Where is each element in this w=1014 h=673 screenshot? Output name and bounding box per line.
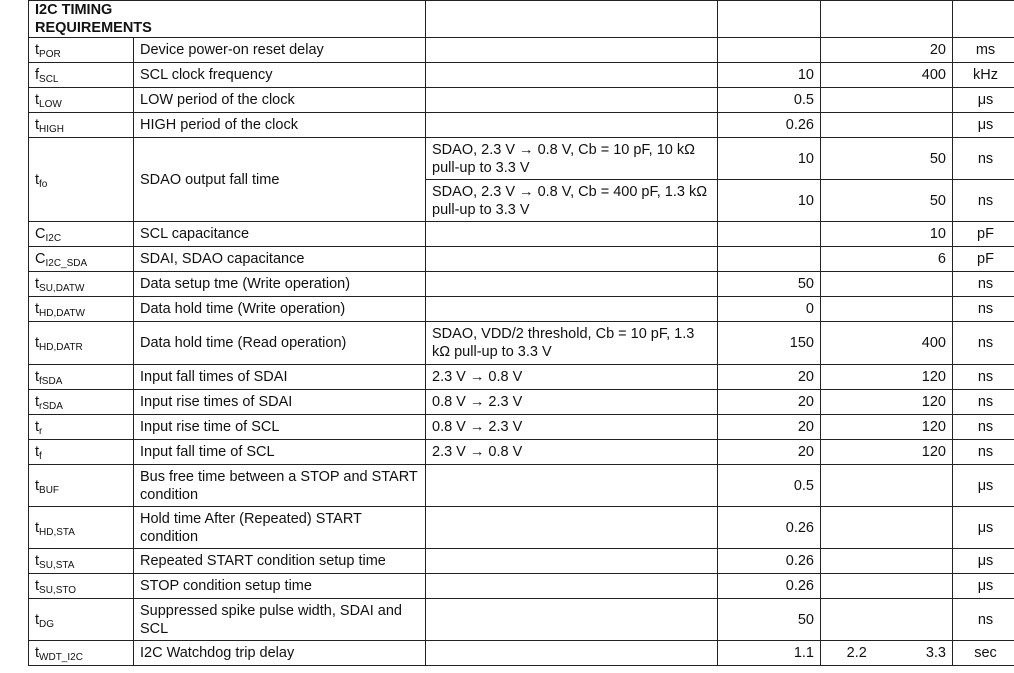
table-title-row [29, 1, 1014, 38]
parameter-cell: Data hold time (Read operation) [134, 322, 426, 365]
condition-cell [426, 297, 718, 322]
table-row [29, 465, 1014, 507]
max-cell: 20 [887, 38, 953, 63]
parameter-cell: Device power-on reset delay [134, 38, 426, 63]
table-row [29, 88, 1014, 113]
min-cell: 0.26 [718, 549, 821, 574]
max-cell [887, 297, 953, 322]
max-cell [887, 549, 953, 574]
symbol-cell: $t_{HD,DATR}$ [29, 322, 134, 365]
condition-cell: SDAO, 2.3 V → 0.8 V, Cb = 400 pF, 1.3 kΩ pull-up to 3.3 V [426, 180, 718, 222]
max-cell [887, 574, 953, 599]
typ-cell [821, 507, 887, 549]
min-cell [718, 247, 821, 272]
condition-cell [426, 549, 718, 574]
min-cell: 20 [718, 415, 821, 440]
typ-cell [821, 549, 887, 574]
unit-cell: ms [953, 38, 1014, 63]
table-row [29, 599, 1014, 641]
typ-cell: 2.2 [821, 641, 887, 666]
table-row [29, 63, 1014, 88]
table-row [29, 247, 1014, 272]
parameter-cell: LOW period of the clock [134, 88, 426, 113]
unit-cell: ns [953, 180, 1014, 222]
symbol-cell: $t_{BUF}$ [29, 465, 134, 507]
typ-cell [821, 297, 887, 322]
unit-cell: μs [953, 113, 1014, 138]
parameter-cell: Bus free time between a STOP and START condition [134, 465, 426, 507]
min-cell: 0.26 [718, 574, 821, 599]
unit-cell: ns [953, 440, 1014, 465]
parameter-cell: Repeated START condition setup time [134, 549, 426, 574]
table-row [29, 38, 1014, 63]
min-cell: 150 [718, 322, 821, 365]
symbol-cell: $t_r$ [29, 415, 134, 440]
max-cell [887, 113, 953, 138]
table-row [29, 641, 1014, 666]
condition-cell: 2.3 V → 0.8 V [426, 365, 718, 390]
condition-cell [426, 272, 718, 297]
condition-cell [426, 641, 718, 666]
max-cell: 120 [887, 365, 953, 390]
typ-cell [821, 63, 887, 88]
unit-cell: μs [953, 507, 1014, 549]
min-cell: 10 [718, 63, 821, 88]
unit-cell: μs [953, 465, 1014, 507]
min-cell: 20 [718, 365, 821, 390]
min-cell [718, 222, 821, 247]
condition-cell [426, 599, 718, 641]
parameter-cell: Data hold time (Write operation) [134, 297, 426, 322]
table-row [29, 549, 1014, 574]
parameter-cell: SCL clock frequency [134, 63, 426, 88]
typ-cell [821, 365, 887, 390]
min-cell: 10 [718, 180, 821, 222]
max-cell [887, 88, 953, 113]
condition-cell [426, 507, 718, 549]
table-row [29, 138, 1014, 180]
typ-cell [821, 180, 887, 222]
symbol-cell: $C_{I2C\_SDA}$ [29, 247, 134, 272]
symbol-cell: $t_{POR}$ [29, 38, 134, 63]
symbol-cell: $t_{LOW}$ [29, 88, 134, 113]
typ-cell [821, 415, 887, 440]
table-row [29, 415, 1014, 440]
unit-cell: pF [953, 247, 1014, 272]
max-cell: 3.3 [887, 641, 953, 666]
unit-cell: μs [953, 88, 1014, 113]
min-cell: 1.1 [718, 641, 821, 666]
min-cell: 0.26 [718, 507, 821, 549]
parameter-cell: Input rise time of SCL [134, 415, 426, 440]
typ-cell [821, 38, 887, 63]
symbol-cell: $t_{rSDA}$ [29, 390, 134, 415]
min-cell: 0.5 [718, 88, 821, 113]
table-row [29, 365, 1014, 390]
unit-cell: ns [953, 365, 1014, 390]
parameter-cell: I2C Watchdog trip delay [134, 641, 426, 666]
max-cell [887, 599, 953, 641]
condition-cell [426, 38, 718, 63]
condition-cell [426, 574, 718, 599]
min-cell: 50 [718, 599, 821, 641]
table-row [29, 322, 1014, 365]
max-cell [887, 507, 953, 549]
unit-cell: ns [953, 138, 1014, 180]
condition-cell [426, 465, 718, 507]
unit-cell: pF [953, 222, 1014, 247]
table-row [29, 440, 1014, 465]
min-cell: 50 [718, 272, 821, 297]
symbol-cell: $t_{WDT\_I2C}$ [29, 641, 134, 666]
max-cell: 400 [887, 322, 953, 365]
typ-cell [821, 574, 887, 599]
table-row [29, 222, 1014, 247]
unit-cell: sec [953, 641, 1014, 666]
typ-cell [821, 390, 887, 415]
unit-cell: ns [953, 599, 1014, 641]
table-row [29, 507, 1014, 549]
symbol-cell: $t_{SU,DATW}$ [29, 272, 134, 297]
symbol-cell: $t_{fSDA}$ [29, 365, 134, 390]
min-cell: 20 [718, 390, 821, 415]
max-cell: 120 [887, 440, 953, 465]
condition-cell [426, 63, 718, 88]
symbol-cell: $C_{I2C}$ [29, 222, 134, 247]
min-cell: 20 [718, 440, 821, 465]
parameter-cell: Input fall times of SDAI [134, 365, 426, 390]
typ-cell [821, 247, 887, 272]
typ-cell [821, 272, 887, 297]
symbol-cell: $t_{HD,DATW}$ [29, 297, 134, 322]
unit-cell: ns [953, 415, 1014, 440]
typ-cell [821, 222, 887, 247]
max-cell: 120 [887, 415, 953, 440]
min-cell: 10 [718, 138, 821, 180]
max-cell [887, 465, 953, 507]
unit-cell: kHz [953, 63, 1014, 88]
i2c-timing-table [28, 0, 1014, 666]
typ-cell [821, 465, 887, 507]
symbol-cell: $t_{DG}$ [29, 599, 134, 641]
min-cell [718, 38, 821, 63]
condition-cell [426, 88, 718, 113]
max-cell: 50 [887, 138, 953, 180]
parameter-cell: Hold time After (Repeated) START condition [134, 507, 426, 549]
symbol-cell: $f_{SCL}$ [29, 63, 134, 88]
condition-cell [426, 113, 718, 138]
symbol-cell: $t_f$ [29, 440, 134, 465]
parameter-cell: Suppressed spike pulse width, SDAI and SCL [134, 599, 426, 641]
symbol-cell: $t_{SU,STA}$ [29, 549, 134, 574]
table-row [29, 272, 1014, 297]
max-cell: 400 [887, 63, 953, 88]
min-cell: 0.26 [718, 113, 821, 138]
condition-cell: SDAO, VDD/2 threshold, Cb = 10 pF, 1.3 kΩ pull-up to 3.3 V [426, 322, 718, 365]
typ-cell [821, 88, 887, 113]
typ-cell [821, 113, 887, 138]
symbol-cell: $t_{HD,STA}$ [29, 507, 134, 549]
condition-cell: SDAO, 2.3 V → 0.8 V, Cb = 10 pF, 10 kΩ pull-up to 3.3 V [426, 138, 718, 180]
parameter-cell: Input rise times of SDAI [134, 390, 426, 415]
max-cell: 120 [887, 390, 953, 415]
symbol-cell: $t_{fo}$ [29, 138, 134, 222]
parameter-cell: Input fall time of SCL [134, 440, 426, 465]
table-row [29, 113, 1014, 138]
typ-cell [821, 440, 887, 465]
condition-cell: 0.8 V → 2.3 V [426, 390, 718, 415]
table-row [29, 297, 1014, 322]
table-row [29, 390, 1014, 415]
unit-cell: ns [953, 272, 1014, 297]
max-cell: 6 [887, 247, 953, 272]
parameter-cell: SDAO output fall time [134, 138, 426, 222]
table-title: I2C TIMING REQUIREMENTS [29, 1, 134, 38]
max-cell: 10 [887, 222, 953, 247]
symbol-cell: $t_{HIGH}$ [29, 113, 134, 138]
condition-cell: 0.8 V → 2.3 V [426, 415, 718, 440]
condition-cell [426, 222, 718, 247]
parameter-cell: Data setup tme (Write operation) [134, 272, 426, 297]
table-row [29, 574, 1014, 599]
parameter-cell: SCL capacitance [134, 222, 426, 247]
unit-cell: ns [953, 390, 1014, 415]
typ-cell [821, 138, 887, 180]
unit-cell: μs [953, 574, 1014, 599]
unit-cell: ns [953, 322, 1014, 365]
parameter-cell: STOP condition setup time [134, 574, 426, 599]
typ-cell [821, 322, 887, 365]
min-cell: 0.5 [718, 465, 821, 507]
unit-cell: μs [953, 549, 1014, 574]
max-cell: 50 [887, 180, 953, 222]
condition-cell [426, 247, 718, 272]
parameter-cell: SDAI, SDAO capacitance [134, 247, 426, 272]
min-cell: 0 [718, 297, 821, 322]
condition-cell: 2.3 V → 0.8 V [426, 440, 718, 465]
symbol-cell: $t_{SU,STO}$ [29, 574, 134, 599]
unit-cell: ns [953, 297, 1014, 322]
parameter-cell: HIGH period of the clock [134, 113, 426, 138]
max-cell [887, 272, 953, 297]
typ-cell [821, 599, 887, 641]
